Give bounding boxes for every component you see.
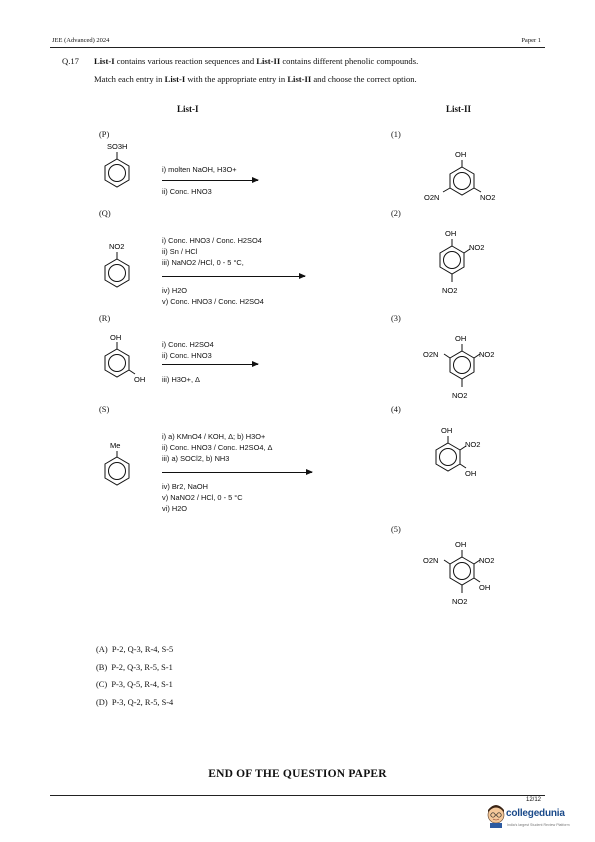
q-text: contains different phenolic compounds. bbox=[280, 56, 419, 66]
conditions-r-above bbox=[162, 339, 214, 361]
nitrobenzene-structure bbox=[90, 240, 150, 300]
paper-label: Paper 1 bbox=[521, 37, 541, 44]
nitro-group: NO2 bbox=[452, 391, 468, 400]
option-d[interactable] bbox=[96, 694, 173, 712]
conditions-p-above bbox=[162, 164, 237, 175]
conditions-s-below bbox=[162, 481, 243, 514]
option-a[interactable] bbox=[96, 641, 173, 659]
entry-label-q: (Q) bbox=[99, 209, 111, 218]
answer-options bbox=[96, 641, 173, 711]
entry-label-p: (P) bbox=[99, 130, 110, 139]
toluene-structure bbox=[90, 438, 150, 498]
condition-step: i) a) KMnO4 / KOH, Δ; b) H3O+ bbox=[162, 432, 266, 441]
nitro-group: NO2 bbox=[452, 597, 468, 606]
mascot-icon bbox=[486, 804, 506, 828]
condition-step: iii) a) SOCl2, b) NH3 bbox=[162, 454, 230, 463]
product-label-1: (1) bbox=[391, 130, 401, 139]
product-2-structure bbox=[415, 226, 515, 302]
option-text: P-2, Q-3, R-5, S-1 bbox=[111, 662, 173, 672]
condition-step: ii) Conc. HNO3 bbox=[162, 187, 212, 196]
condition-step: v) NaNO2 / HCl, 0 - 5 °C bbox=[162, 493, 243, 502]
condition-step: i) Conc. H2SO4 bbox=[162, 340, 214, 349]
brand-tagline: India's largest Student Review Platform bbox=[507, 823, 570, 827]
condition-step: iv) H2O bbox=[162, 286, 188, 295]
option-label: (C) bbox=[96, 680, 108, 689]
sulfonic-acid-group: SO3H bbox=[107, 142, 128, 151]
nitro-group: O2N bbox=[423, 350, 439, 359]
nitro-group: NO2 bbox=[479, 350, 495, 359]
option-text: P-3, Q-5, R-4, S-1 bbox=[111, 680, 173, 689]
entry-label-s: (S) bbox=[99, 405, 110, 414]
hydroxyl-group: OH bbox=[465, 469, 477, 478]
list-i-ref: List-I bbox=[94, 56, 115, 66]
product-label-3: (3) bbox=[391, 314, 401, 323]
list-ii-heading: List-II bbox=[446, 104, 472, 114]
nitro-group: NO2 bbox=[480, 193, 496, 202]
brand-name: collegedunia bbox=[506, 808, 565, 819]
hydroxyl-group: OH bbox=[455, 150, 467, 159]
conditions-q-below bbox=[162, 285, 264, 307]
hydroxyl-group: OH bbox=[455, 334, 467, 343]
condition-step: ii) Sn / HCl bbox=[162, 247, 198, 256]
reaction-arrow-s bbox=[162, 472, 312, 473]
hydroxyl-group: OH bbox=[441, 426, 453, 435]
nitro-group: NO2 bbox=[465, 440, 481, 449]
option-label: (B) bbox=[96, 662, 108, 672]
entry-label-r: (R) bbox=[99, 314, 111, 323]
hydroxyl-group: OH bbox=[134, 375, 146, 384]
conditions-r-below bbox=[162, 374, 200, 385]
q-text: with the appropriate entry in bbox=[185, 74, 288, 84]
question-number: Q.17 bbox=[62, 56, 79, 66]
hydroxyl-group: OH bbox=[455, 540, 467, 549]
list-i-ref: List-I bbox=[164, 74, 186, 84]
q-text: and choose the correct option. bbox=[311, 74, 417, 84]
conditions-p-below bbox=[162, 186, 212, 197]
option-b[interactable] bbox=[96, 659, 173, 677]
option-text: P-3, Q-2, R-5, S-4 bbox=[111, 697, 174, 707]
conditions-s-above bbox=[162, 431, 273, 464]
condition-step: iii) NaNO2 /HCl, 0 - 5 °C, bbox=[162, 258, 244, 267]
q-text: contains various reaction sequences and bbox=[114, 56, 257, 66]
product-label-2: (2) bbox=[391, 209, 401, 218]
option-label: (A) bbox=[96, 645, 108, 654]
product-1-structure bbox=[415, 147, 515, 217]
condition-step: ii) Conc. HNO3 bbox=[162, 351, 212, 360]
end-of-paper-heading: END OF THE QUESTION PAPER bbox=[208, 768, 387, 780]
condition-step: v) Conc. HNO3 / Conc. H2SO4 bbox=[162, 297, 264, 306]
reaction-arrow-r bbox=[162, 364, 258, 365]
hydroxyl-group: OH bbox=[445, 229, 457, 238]
nitro-group: O2N bbox=[423, 556, 439, 565]
condition-step: i) molten NaOH, H3O+ bbox=[162, 165, 237, 174]
reaction-arrow-p bbox=[162, 180, 258, 181]
hydroxyl-group: OH bbox=[110, 333, 122, 342]
q-text: Match each entry in bbox=[94, 74, 165, 84]
option-text: P-2, Q-3, R-4, S-5 bbox=[111, 645, 174, 654]
nitro-group: NO2 bbox=[479, 556, 495, 565]
footer-rule bbox=[50, 795, 545, 796]
nitro-group: NO2 bbox=[109, 242, 125, 251]
condition-step: vi) H2O bbox=[162, 504, 188, 513]
nitro-group: O2N bbox=[424, 193, 440, 202]
hydroxyl-group: OH bbox=[479, 583, 491, 592]
question-line-2 bbox=[94, 70, 554, 88]
question-line-1 bbox=[94, 52, 554, 70]
benzenesulfonic-acid-structure bbox=[90, 140, 150, 200]
exam-title: JEE (Advanced) 2024 bbox=[52, 37, 110, 44]
condition-step: ii) Conc. HNO3 / Conc. H2SO4, Δ bbox=[162, 443, 273, 452]
product-3-structure bbox=[415, 331, 515, 407]
header-rule bbox=[50, 47, 545, 48]
collegedunia-logo[interactable] bbox=[486, 802, 570, 832]
option-c[interactable] bbox=[96, 676, 173, 694]
methyl-group: Me bbox=[110, 441, 121, 450]
product-label-4: (4) bbox=[391, 405, 401, 414]
product-label-5: (5) bbox=[391, 525, 401, 534]
option-label: (D) bbox=[96, 697, 108, 707]
condition-step: iii) H3O+, Δ bbox=[162, 375, 200, 384]
product-5-structure bbox=[415, 537, 515, 617]
nitro-group: NO2 bbox=[469, 243, 485, 252]
condition-step: i) Conc. HNO3 / Conc. H2SO4 bbox=[162, 236, 262, 245]
nitro-group: NO2 bbox=[442, 286, 458, 295]
product-4-structure bbox=[415, 423, 515, 485]
list-i-heading: List-I bbox=[177, 104, 199, 114]
reaction-arrow-q bbox=[162, 276, 305, 277]
condition-step: iv) Br2, NaOH bbox=[162, 482, 208, 491]
list-ii-ref: List-II bbox=[256, 56, 281, 66]
resorcinol-structure bbox=[90, 330, 160, 390]
page-number: 12/12 bbox=[525, 797, 541, 803]
list-ii-ref: List-II bbox=[287, 74, 312, 84]
conditions-q-above bbox=[162, 235, 262, 268]
